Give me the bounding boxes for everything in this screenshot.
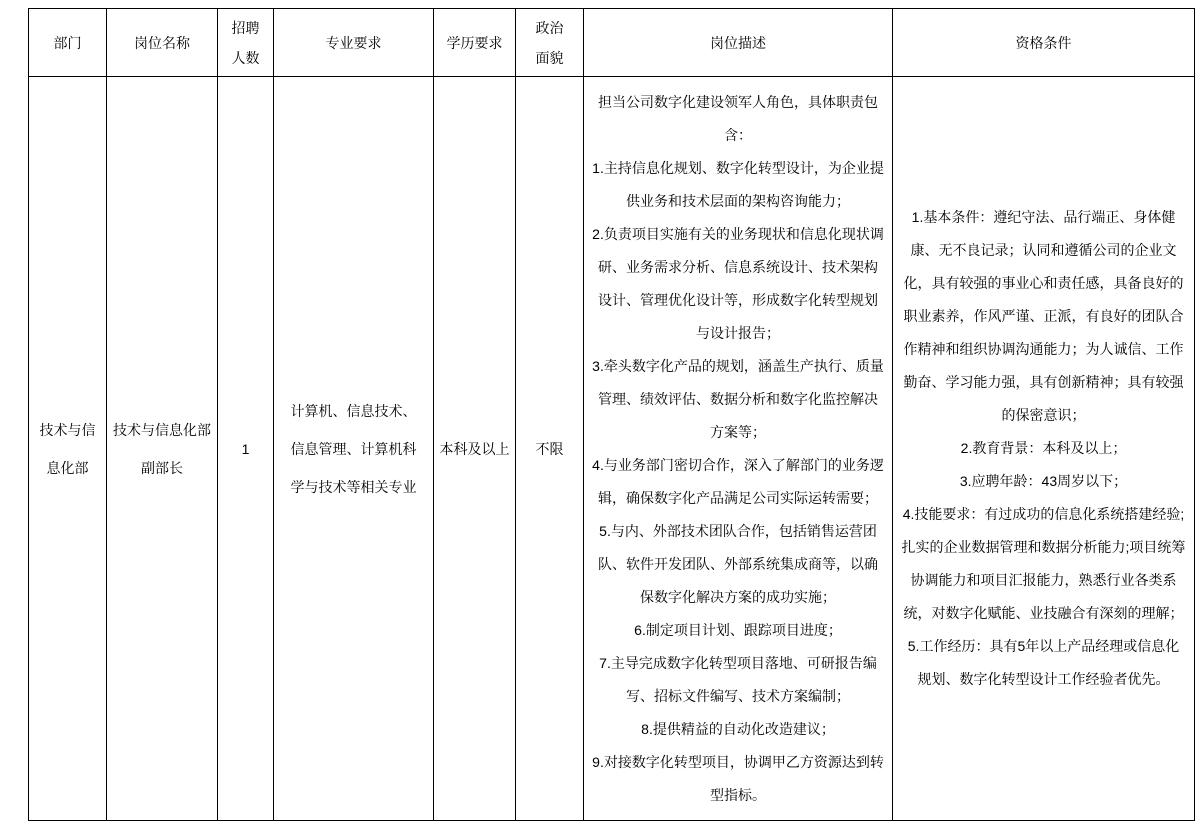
header-political-status-label: 政治面貌 (535, 19, 564, 66)
qualification-paragraph: 2.教育背景：本科及以上； (960, 440, 1127, 456)
header-headcount (218, 9, 274, 77)
cell-political-status: 不限 (516, 77, 584, 821)
header-education-requirement: 学历要求 (434, 9, 516, 77)
header-qualifications: 资格条件 (893, 9, 1195, 77)
cell-department: 技术与信息化部 (29, 77, 107, 821)
table-row (29, 77, 1195, 821)
header-political-status (516, 9, 584, 77)
document-page (0, 8, 1202, 834)
table-header-row (29, 9, 1195, 77)
job-description-paragraph: 担当公司数字化建设领军人角色，具体职责包含： (598, 93, 878, 143)
qualification-paragraph: 4.技能要求：有过成功的信息化系统搭建经验;扎实的企业数据管理和数据分析能力;项目统筹协调能力和项目汇报能力，熟悉行业各类系统，对数字化赋能、业技融合有深刻的理解； (901, 506, 1186, 621)
header-position-name: 岗位名称 (107, 9, 218, 77)
job-description-paragraph: 7.主导完成数字化转型项目落地、可研报告编写、招标文件编写、技术方案编制； (599, 654, 877, 704)
job-description-paragraph: 8.提供精益的自动化改造建议； (641, 720, 835, 737)
header-headcount-label: 招聘人数 (231, 19, 260, 66)
qualification-paragraph: 5.工作经历：具有5年以上产品经理或信息化规划、数字化转型设计工作经验者优先。 (907, 638, 1180, 687)
job-description-paragraph: 6.制定项目计划、跟踪项目进度； (634, 621, 842, 638)
job-description-paragraph: 9.对接数字化转型项目，协调甲乙方资源达到转型指标。 (592, 753, 884, 803)
header-major-requirement: 专业要求 (274, 9, 434, 77)
job-description-paragraph: 1.主持信息化规划、数字化转型设计，为企业提供业务和技术层面的架构咨询能力； (592, 159, 884, 209)
cell-position-name: 技术与信息化部副部长 (107, 77, 218, 821)
job-description-paragraph: 5.与内、外部技术团队合作，包括销售运营团队、软件开发团队、外部系统集成商等，以确保数字化解决方案的成功实施； (598, 522, 878, 605)
header-job-description: 岗位描述 (584, 9, 893, 77)
job-description-paragraph: 3.牵头数字化产品的规划，涵盖生产执行、质量管理、绩效评估、数据分析和数字化监控解决方案等； (592, 357, 884, 440)
header-department: 部门 (29, 9, 107, 77)
qualification-paragraph: 1.基本条件：遵纪守法、品行端正、身体健康、无不良记录；认同和遵循公司的企业文化，具有较强的事业心和责任感，具备良好的职业素养，作风严谨、正派，有良好的团队合作精神和组织协调沟通能力；为人诚信、工作勤奋、学习能力强，具有创新精神；具有较强的保密意识； (903, 209, 1184, 423)
cell-major-requirement: 计算机、信息技术、信息管理、计算机科学与技术等相关专业 (274, 77, 434, 821)
cell-job-description (584, 77, 893, 821)
qualification-paragraph: 3.应聘年龄：43周岁以下； (959, 473, 1128, 489)
job-description-paragraph: 2.负责项目实施有关的业务现状和信息化现状调研、业务需求分析、信息系统设计、技术架构设计、管理优化设计等，形成数字化转型规划与设计报告； (592, 225, 884, 341)
cell-education-requirement: 本科及以上 (434, 77, 516, 821)
recruitment-table (28, 8, 1195, 821)
cell-qualifications (893, 77, 1195, 821)
cell-headcount: 1 (218, 77, 274, 821)
job-description-paragraph: 4.与业务部门密切合作，深入了解部门的业务逻辑，确保数字化产品满足公司实际运转需要； (592, 456, 884, 506)
